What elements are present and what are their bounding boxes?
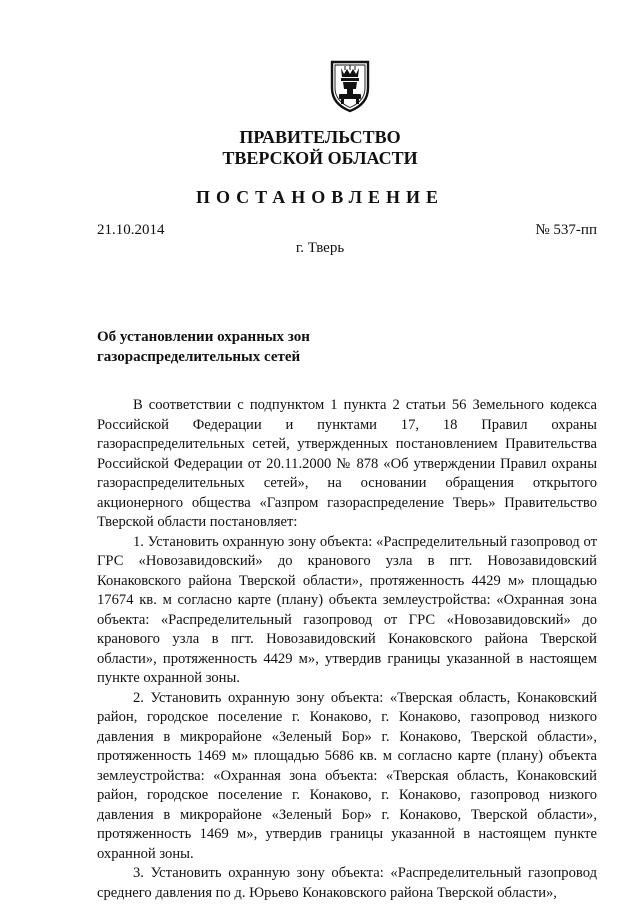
- government-name-line2: ТВЕРСКОЙ ОБЛАСТИ: [222, 148, 418, 168]
- clause-2-paragraph: 2. Установить охранную зону объекта: «Тверская область, Конаковский район, городское поселение г. Конаково, г. Конаково, газопровод низкого давления в микрорайоне «Зеленый Бор» г. Конаково, Тверской области», протяженность 1469 м» площадью 5686 кв. м согласно карте (плану) объекта землеустройства: «Охранная зона объекта: «Тверская область, Конаковский район, городское поселение г. Конаково, г. Конаково, газопровод низкого давления в микрорайоне «Зеленый Бор» г. Конаково, Тверской области», протяженность 1469 м», утвердив границы указанной в настоящем пункте охранной зоны.: [97, 689, 597, 862]
- tver-region-coat-of-arms-icon: [328, 58, 372, 114]
- subject-line1: Об установлении охранных зон: [97, 329, 310, 345]
- document-date: 21.10.2014: [97, 222, 165, 238]
- government-name-line1: ПРАВИТЕЛЬСТВО: [239, 127, 401, 147]
- clause-3-paragraph: 3. Установить охранную зону объекта: «Распределительный газопровод среднего давления по д. Юрьево Конаковского района Тверской области»,: [97, 865, 597, 901]
- subject-line2: газораспределительных сетей: [97, 349, 301, 365]
- document-city: г. Тверь: [295, 240, 345, 256]
- document-body: [97, 396, 597, 903]
- preamble-paragraph: В соответствии с подпунктом 1 пункта 2 статьи 56 Земельного кодекса Российской Федерации и пунктами 17, 18 Правил охраны газораспределительных сетей, утвержденных постановлением Правительства Российской Федерации от 20.11.2000 № 878 «Об утверждении Правил охраны газораспределительных сетей», на основании обращения открытого акционерного общества «Газпром газораспределение Тверь» Правительство Тверской области постановляет:: [97, 397, 597, 530]
- clause-1-paragraph: 1. Установить охранную зону объекта: «Распределительный газопровод от ГРС «Новозавидовский» до кранового узла в пгт. Новозавидовский Конаковского района Тверской области», протяженность 4429 м» площадью 17674 кв. м согласно карте (плану) объекта землеустройства: «Охранная зона объекта: «Распределительный газопровод от ГРС «Новозавидовский» до кранового узла в пгт. Новозавидовский Конаковского района Тверской области», протяженность 4429 м», утвердив границы указанной в настоящем пункте охранной зоны.: [97, 533, 597, 686]
- document-subject: [97, 327, 310, 367]
- document-number: № 537-пп: [535, 222, 597, 238]
- document-type-title: ПОСТАНОВЛЕНИЕ: [195, 187, 445, 207]
